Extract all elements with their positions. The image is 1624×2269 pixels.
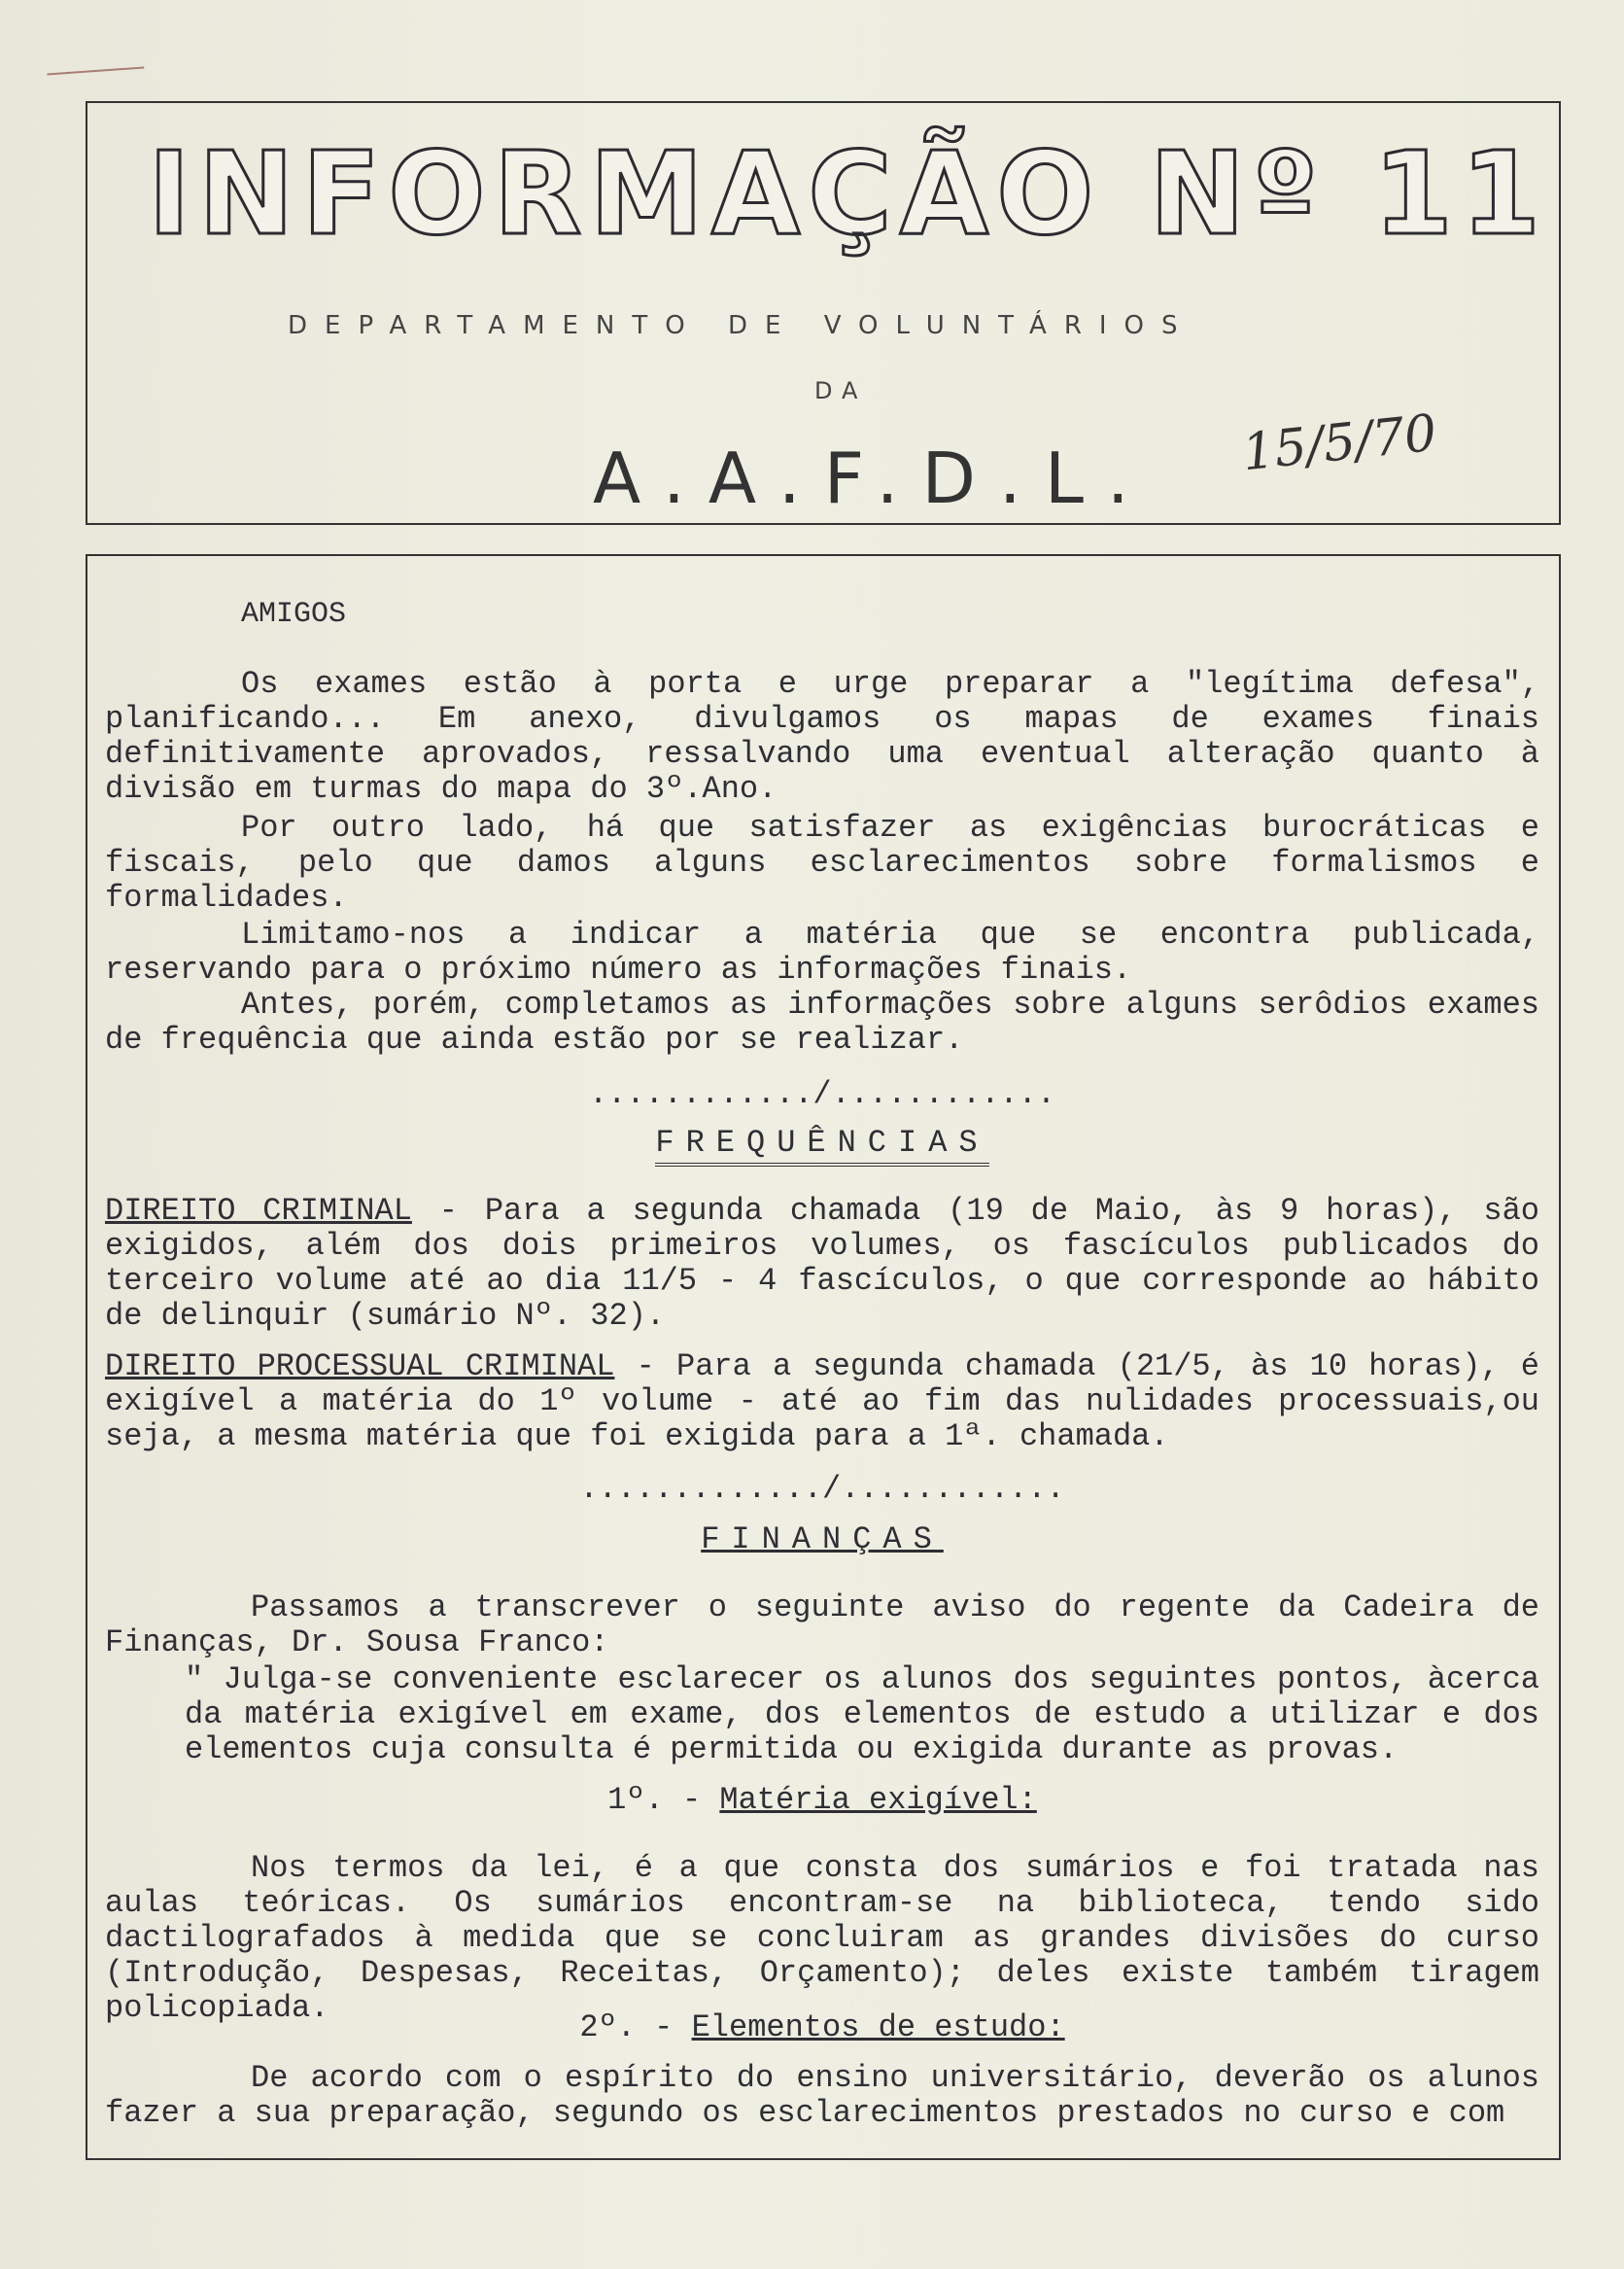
intro-paragraph-2: Por outro lado, há que satisfazer as exigências burocráticas e fiscais, pelo que damos alguns esclarecimentos sobre formalismos e formalidades. — [105, 810, 1539, 916]
department-da: DA — [814, 377, 868, 404]
point-2-text: De acordo com o espírito do ensino universitário, deverão os alunos fazer a sua preparação, segundo os esclarecimentos prestados no curso e com — [105, 2060, 1539, 2131]
point-1-text: Nos termos da lei, é a que consta dos sumários e foi tratada nas aulas teóricas. Os sumários encontram-se na biblioteca, tendo sido dactilografados à medida que se concluiram as grandes divisões do curso (Introdução, Despesas, Receitas, Orçamento); deles existe também tiragem policopiada. — [105, 1850, 1539, 2026]
intro-paragraph-4: Antes, porém, completamos as informações sobre alguns serôdios exames de frequência que ainda estão por se realizar. — [105, 987, 1539, 1058]
processual-text: - Para a segunda chamada (21/5, às 10 horas), é exigível a matéria do 1º volume - até ao fim das nulidades processuais,ou seja, a mesma matéria que foi exigida para a 1ª. chamada. — [105, 1348, 1540, 1454]
masthead-box — [86, 101, 1561, 525]
financas-heading — [105, 1522, 1539, 1557]
criminal-paragraph — [105, 1194, 1539, 1334]
frequencias-heading — [105, 1126, 1539, 1167]
point-1-number: 1º. - — [607, 1782, 720, 1818]
intro-paragraph-3: Limitamo-nos a indicar a matéria que se encontra publicada, reservando para o próximo número as informações finais. — [105, 917, 1539, 988]
financas-quote: " Julga-se conveniente esclarecer os alunos dos seguintes pontos, àcerca da matéria exigível em exame, dos elementos de estudo a utilizar e dos elementos cuja consulta é permitida ou exigida durante as provas. — [185, 1661, 1539, 1767]
processual-paragraph — [105, 1349, 1539, 1454]
processual-subject: DIREITO PROCESSUAL CRIMINAL — [105, 1348, 615, 1384]
point-1-heading — [105, 1783, 1539, 1818]
point-2-number: 2º. - — [579, 2009, 692, 2045]
separator-2: ............./............ — [579, 1471, 1065, 1507]
point-1-title: Matéria exigível: — [719, 1782, 1037, 1818]
point-2-title: Elementos de estudo: — [691, 2009, 1065, 2045]
financas-intro: Passamos a transcrever o seguinte aviso do regente da Cadeira de Finanças, Dr. Sousa Franco: — [105, 1589, 1539, 1660]
criminal-subject: DIREITO CRIMINAL — [105, 1193, 412, 1229]
masthead-title: INFORMAÇÃO Nº 11 — [148, 126, 1549, 261]
intro-paragraph-1: Os exames estão à porta e urge preparar a "legítima defesa", planificando... Em anexo, divulgamos os mapas de exames finais definitivamente aprovados, ressalvando uma eventual alteração quanto à divisão em turmas do mapa do 3º.Ano. — [105, 666, 1539, 807]
organization-name: A.A.F.D.L. — [593, 437, 1153, 519]
department-name: DEPARTAMENTO DE VOLUNTÁRIOS — [288, 311, 1195, 340]
frequencias-title: FREQUÊNCIAS — [655, 1126, 988, 1167]
criminal-text: - Para a segunda chamada (19 de Maio, às 9 horas), são exigidos, além dos dois primeiros volumes, os fascículos publicados do terceiro volume até ao dia 11/5 - 4 fascículos, o que corresponde ao hábito de delinquir (sumário Nº. 32). — [105, 1193, 1540, 1334]
issue-date: 15/5/70 — [1239, 403, 1440, 483]
salutation: AMIGOS — [241, 598, 347, 631]
financas-title: FINANÇAS — [701, 1521, 944, 1557]
separator-1: ............/............ — [588, 1076, 1056, 1112]
point-2-heading — [105, 2010, 1539, 2045]
